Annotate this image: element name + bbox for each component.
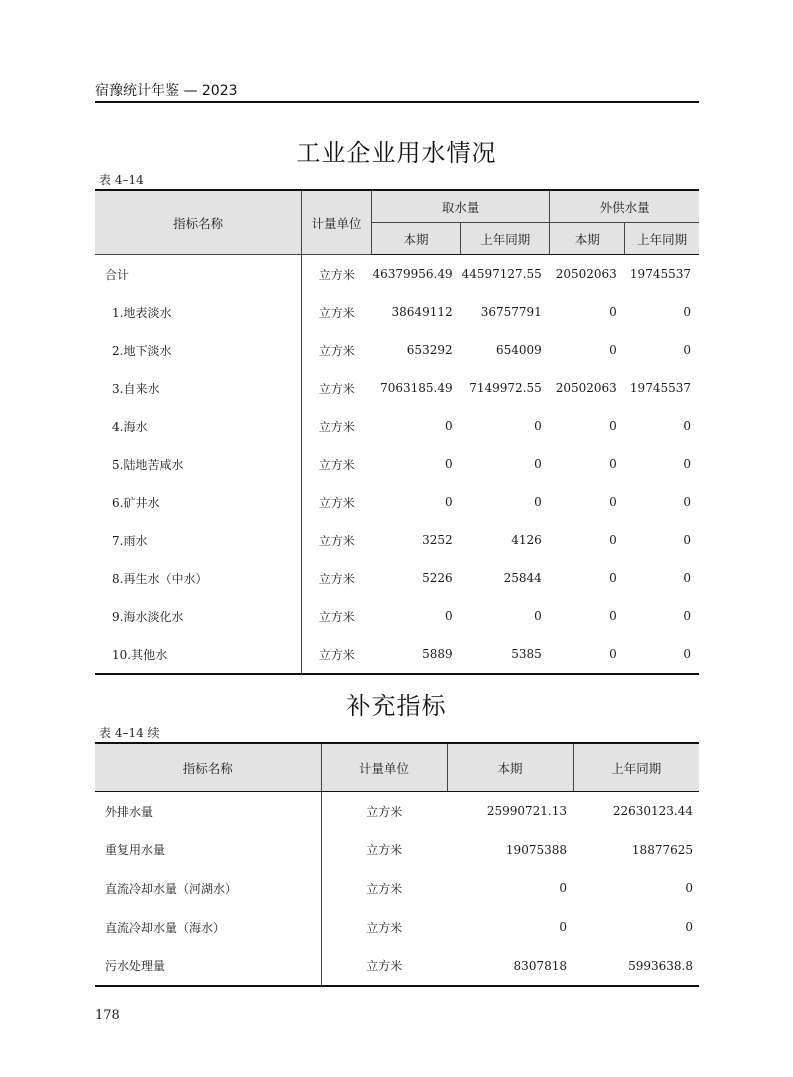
row-label: 9.海水淡化水 (112, 609, 184, 624)
row-unit: 立方米 (302, 255, 372, 294)
table1-caption: 表 4–14 (99, 173, 144, 187)
col-header-name: 指标名称 (95, 190, 302, 255)
row-label: 5.陆地苦咸水 (112, 457, 184, 472)
row-label: 直流冷却水量（海水） (105, 920, 226, 935)
row-value-v4: 0 (683, 647, 691, 661)
row-label: 6.矿井水 (112, 495, 160, 510)
col-header-name: 指标名称 (95, 743, 321, 792)
row-value-v3: 0 (609, 495, 617, 509)
row-unit: 立方米 (302, 407, 372, 445)
row-unit: 立方米 (302, 445, 372, 483)
row-label: 合计 (105, 267, 130, 282)
col-header-supply-current: 本期 (550, 223, 625, 255)
row-label: 10.其他水 (112, 647, 168, 662)
col-header-current: 本期 (447, 743, 573, 792)
row-label: 1.地表淡水 (112, 305, 172, 320)
row-label: 2.地下淡水 (112, 343, 172, 358)
table-row (95, 792, 699, 831)
row-value-v3: 0 (609, 343, 617, 357)
table-row (95, 831, 699, 870)
row-value-v3: 0 (609, 419, 617, 433)
col-group-intake: 取水量 (371, 190, 549, 223)
row-value-v3: 0 (609, 647, 617, 661)
row-value-v1: 0 (559, 881, 567, 896)
row-unit: 立方米 (302, 293, 372, 331)
row-unit: 立方米 (321, 831, 447, 870)
col-header-unit: 计量单位 (302, 190, 372, 255)
row-unit: 立方米 (321, 908, 447, 947)
row-value-v3: 0 (609, 305, 617, 319)
col-header-supply-previous: 上年同期 (625, 223, 699, 255)
table-row (95, 946, 699, 986)
row-value-v4: 19745537 (629, 267, 691, 281)
row-value-v4: 0 (683, 495, 691, 509)
row-value-v4: 0 (683, 571, 691, 585)
running-title: 宿豫统计年鉴 — 2023 (95, 83, 238, 99)
row-label: 直流冷却水量（河湖水） (105, 881, 238, 896)
row-value-v4: 0 (683, 305, 691, 319)
row-value-v2: 36757791 (480, 305, 542, 319)
row-value-v4: 0 (683, 457, 691, 471)
table-row (95, 597, 699, 635)
row-value-v4: 0 (683, 419, 691, 433)
table-row (95, 635, 699, 674)
page-number: 178 (95, 1008, 120, 1023)
row-value-v3: 20502063 (555, 267, 617, 281)
row-value-v4: 0 (683, 343, 691, 357)
table2-title: 补充指标 (346, 692, 447, 720)
row-value-v1: 7063185.49 (380, 381, 453, 395)
row-value-v1: 0 (444, 495, 453, 509)
row-unit: 立方米 (302, 635, 372, 674)
table-row (95, 331, 699, 369)
row-value-v1: 0 (559, 920, 567, 935)
row-value-v1: 5226 (422, 571, 453, 585)
row-value-v1: 5889 (422, 647, 453, 661)
row-unit: 立方米 (302, 331, 372, 369)
row-label: 3.自来水 (112, 381, 160, 396)
row-value-v2: 0 (534, 495, 542, 509)
row-value-v2: 0 (534, 419, 542, 433)
row-value-v1: 0 (444, 419, 453, 433)
table1-title: 工业企业用水情况 (296, 139, 497, 167)
row-value-v1: 0 (444, 457, 453, 471)
row-label: 8.再生水（中水） (112, 571, 208, 586)
row-value-v2: 654009 (495, 343, 542, 357)
row-value-v2: 4126 (511, 533, 542, 547)
row-value-v1: 46379956.49 (372, 267, 453, 281)
row-value-v4: 0 (683, 533, 691, 547)
water-usage-table (95, 189, 699, 675)
row-unit: 立方米 (302, 483, 372, 521)
row-value-v1: 38649112 (391, 305, 453, 319)
col-header-previous: 上年同期 (573, 743, 699, 792)
row-value-v1: 19075388 (505, 842, 567, 857)
row-unit: 立方米 (302, 369, 372, 407)
header-rule (95, 101, 699, 103)
row-unit: 立方米 (302, 559, 372, 597)
row-value-v3: 0 (609, 571, 617, 585)
col-header-intake-current: 本期 (371, 223, 460, 255)
row-value-v2: 44597127.55 (461, 267, 542, 281)
table-row (95, 369, 699, 407)
row-unit: 立方米 (321, 869, 447, 908)
row-value-v2: 0 (534, 609, 542, 623)
table-row (95, 869, 699, 908)
row-value-v2: 5385 (511, 647, 542, 661)
row-value-v2: 5993638.8 (628, 958, 693, 973)
row-value-v1: 0 (444, 609, 453, 623)
row-value-v3: 0 (609, 533, 617, 547)
row-label: 污水处理量 (105, 959, 166, 974)
col-group-supply: 外供水量 (550, 190, 699, 223)
row-value-v2: 18877625 (631, 842, 693, 857)
row-value-v2: 22630123.44 (612, 804, 693, 819)
row-value-v1: 3252 (422, 533, 453, 547)
row-value-v1: 8307818 (513, 958, 567, 973)
row-value-v3: 20502063 (555, 381, 617, 395)
row-unit: 立方米 (302, 597, 372, 635)
row-value-v2: 0 (534, 457, 542, 471)
row-value-v3: 0 (609, 457, 617, 471)
table-row (95, 483, 699, 521)
row-label: 4.海水 (112, 419, 148, 434)
table-row (95, 559, 699, 597)
table-row (95, 407, 699, 445)
col-header-unit: 计量单位 (321, 743, 447, 792)
row-unit: 立方米 (302, 521, 372, 559)
table-row (95, 255, 699, 294)
table-row (95, 445, 699, 483)
row-value-v2: 0 (685, 881, 693, 896)
table2-caption: 表 4–14 续 (99, 726, 160, 740)
row-value-v1: 25990721.13 (486, 804, 567, 819)
row-value-v4: 0 (683, 609, 691, 623)
row-label: 外排水量 (105, 804, 154, 819)
row-unit: 立方米 (321, 946, 447, 986)
row-value-v2: 25844 (503, 571, 542, 585)
row-label: 重复用水量 (105, 843, 166, 858)
row-value-v3: 0 (609, 609, 617, 623)
row-value-v2: 0 (685, 920, 693, 935)
col-header-intake-previous: 上年同期 (461, 223, 550, 255)
row-value-v1: 653292 (406, 343, 453, 357)
row-value-v2: 7149972.55 (469, 381, 542, 395)
row-label: 7.雨水 (112, 533, 148, 548)
table-row (95, 521, 699, 559)
row-value-v4: 19745537 (629, 381, 691, 395)
table-row (95, 908, 699, 947)
supplementary-table (95, 742, 699, 987)
table-row (95, 293, 699, 331)
row-unit: 立方米 (321, 792, 447, 831)
